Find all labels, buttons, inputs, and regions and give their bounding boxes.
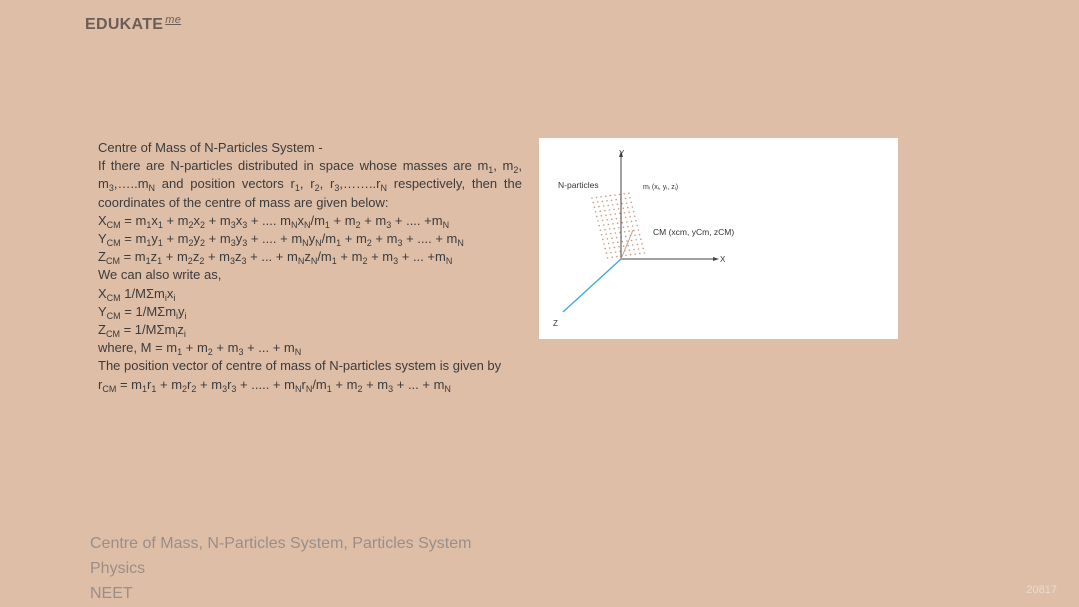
particle-dot <box>619 194 621 196</box>
particle-dot <box>610 233 612 235</box>
particle-dot <box>605 233 607 235</box>
particle-dot <box>621 222 623 224</box>
footer-exam: NEET <box>90 585 133 602</box>
particle-dot <box>611 237 613 239</box>
particle-dot <box>632 244 634 246</box>
particle-dot <box>632 225 634 227</box>
also-write-text: We can also write as, <box>98 267 222 283</box>
mi-label: mᵢ (xᵢ, yᵢ, zᵢ) <box>643 184 679 191</box>
particle-dot <box>604 229 606 231</box>
equation-zcm: $Z_{CM} = m_1z_1 + m_2z_2 + m_3z_3$ + ... + $m_Nz_N/m_1 + m_2 + m_3$ + ... $+m_N$ <box>98 249 453 267</box>
particle-dot <box>634 215 636 217</box>
particle-dot <box>618 227 620 229</box>
particle-dot <box>611 199 613 201</box>
particle-dot <box>613 228 615 230</box>
particle-dot <box>624 231 626 233</box>
particle-dot <box>634 253 636 255</box>
particle-dot <box>617 241 619 243</box>
particle-dot <box>603 243 605 245</box>
particle-dot <box>602 201 604 203</box>
heading: Centre of Mass of N-Particles System - <box>98 140 323 155</box>
particle-dot <box>631 240 633 242</box>
particle-dot <box>624 212 626 214</box>
equation-xcm-short: $X_{CM}$ $1/M\Sigma m_ix_i$ <box>98 285 176 303</box>
particle-dot <box>604 248 606 250</box>
intro-paragraph: If there are N-particles distributed in space whose masses are $m_1$, $m_2$, $m_3,\dots..m_N$ and position vectors $r_1$, $r_2$, $r_3,\dots\dots..r_N$ respectively, then the coordinates of the centre of mass are given below: <box>98 158 522 210</box>
particle-dot <box>602 220 604 222</box>
content-text <box>98 139 522 394</box>
particle-dot <box>605 214 607 216</box>
particle-dot <box>613 209 615 211</box>
particle-dot <box>612 223 614 225</box>
particle-dot <box>623 245 625 247</box>
particle-dot <box>596 216 598 218</box>
cm-label: CM (xcm, yCm, zCM) <box>653 227 735 237</box>
particle-dot <box>618 208 620 210</box>
particle-dot <box>611 218 613 220</box>
z-axis <box>563 259 621 312</box>
particle-dot <box>608 243 610 245</box>
particle-dot <box>627 245 629 247</box>
particle-dot <box>619 213 621 215</box>
particle-dot <box>632 206 634 208</box>
particle-dot <box>617 203 619 205</box>
particle-dot <box>592 202 594 204</box>
particle-dot <box>606 219 608 221</box>
particle-dot <box>637 244 639 246</box>
particle-dot <box>597 201 599 203</box>
particle-dot <box>642 248 644 250</box>
particle-dot <box>629 216 631 218</box>
particle-dot <box>626 202 628 204</box>
edukate-logo: EDUKATE $^{me}$ <box>85 14 182 33</box>
coordinate-diagram <box>539 138 898 339</box>
particle-dot <box>639 234 641 236</box>
particle-dot <box>625 217 627 219</box>
x-axis-arrow <box>713 257 719 261</box>
particle-dot <box>597 220 599 222</box>
particle-dot <box>623 193 625 195</box>
particle-dot <box>591 197 593 199</box>
particle-dot <box>641 243 643 245</box>
particle-dot <box>631 221 633 223</box>
particle-dot <box>644 252 646 254</box>
particle-dot <box>625 198 627 200</box>
particle-dot <box>614 194 616 196</box>
equation-ycm: $Y_{CM} = m_1y_1 + m_2y_2 + m_3y_3$ + .... + $m_Ny_N/m_1 + m_2 + m_3$ + .... + $m_N$ <box>98 231 464 249</box>
particle-dot <box>610 252 612 254</box>
particle-dot <box>607 238 609 240</box>
particle-dot <box>630 202 632 204</box>
particle-dot <box>629 249 631 251</box>
particle-dot <box>628 192 630 194</box>
x-axis-label: X <box>720 255 726 264</box>
particle-dot <box>635 239 637 241</box>
particle-dot <box>610 214 612 216</box>
particle-dot <box>612 242 614 244</box>
particle-dot <box>639 253 641 255</box>
particle-dot <box>605 195 607 197</box>
particle-dot <box>622 207 624 209</box>
particle-dot <box>640 238 642 240</box>
particle-dot <box>607 205 609 207</box>
particle-dot <box>622 241 624 243</box>
particle-dot <box>638 229 640 231</box>
axes-svg <box>539 138 898 339</box>
particle-dot <box>634 234 636 236</box>
particle-dot <box>607 257 609 259</box>
particle-dot <box>612 204 614 206</box>
particle-cloud <box>591 192 645 258</box>
equation-ycm-short: $Y_{CM} = 1/M\Sigma m_iy_i$ <box>98 303 187 321</box>
particle-dot <box>638 248 640 250</box>
particle-dot <box>600 229 602 231</box>
particle-dot <box>614 247 616 249</box>
particle-dot <box>614 213 616 215</box>
particle-dot <box>609 247 611 249</box>
particle-dot <box>629 197 631 199</box>
particle-dot <box>606 200 608 202</box>
particle-dot <box>626 221 628 223</box>
particle-dot <box>601 215 603 217</box>
particle-dot <box>633 249 635 251</box>
particle-dot <box>635 220 637 222</box>
particle-dot <box>615 251 617 253</box>
particle-dot <box>611 256 613 258</box>
equation-rcm: $r_{CM} = m_1r_1 + m_2r_2 + m_3r_3$ + ..... + $m_Nr_N/m_1 + m_2 + m_3$ + ... + $m_N$ <box>98 376 451 394</box>
particle-dot <box>596 197 598 199</box>
particle-dot <box>617 222 619 224</box>
page-number: 20817 <box>1026 584 1057 596</box>
particle-dot <box>625 255 627 257</box>
z-axis-label: Z <box>553 319 558 328</box>
particle-dot <box>625 236 627 238</box>
equation-zcm-short: $Z_{CM} = 1/M\Sigma m_iz_i$ <box>98 322 186 340</box>
particle-dot <box>604 210 606 212</box>
particle-dot <box>606 252 608 254</box>
particle-dot <box>603 205 605 207</box>
particle-dot <box>615 232 617 234</box>
particle-dot <box>599 210 601 212</box>
particle-dot <box>610 195 612 197</box>
particle-dot <box>627 226 629 228</box>
footer-topics: Centre of Mass, N-Particles System, Particles System <box>90 535 472 552</box>
particle-dot <box>627 207 629 209</box>
particle-dot <box>608 224 610 226</box>
particle-dot <box>595 211 597 213</box>
equation-xcm: $X_{CM} = m_1x_1 + m_2x_2 + m_3x_3$ + .... $m_Nx_N/m_1 + m_2 + m_3$ + .... $+m_N$ <box>98 212 450 230</box>
n-particles-label: N-particles <box>558 180 599 190</box>
particle-dot <box>603 224 605 226</box>
footer-subject: Physics <box>90 560 146 577</box>
particle-dot <box>602 239 604 241</box>
particle-dot <box>616 218 618 220</box>
y-axis-label: Y <box>619 149 625 158</box>
position-vector-text: The position vector of centre of mass of N-particles system is given by <box>98 358 502 374</box>
particle-dot <box>615 199 617 201</box>
particle-dot <box>628 230 630 232</box>
particle-dot <box>601 234 603 236</box>
equation-total-mass: where, $M = m_1 + m_2 + m_3$ + ... + $m_N$ <box>98 340 302 358</box>
particle-dot <box>628 211 630 213</box>
particle-dot <box>618 246 620 248</box>
particle-dot <box>626 240 628 242</box>
particle-dot <box>633 211 635 213</box>
particle-dot <box>609 209 611 211</box>
particle-dot <box>598 206 600 208</box>
particle-dot <box>636 225 638 227</box>
particle-dot <box>609 228 611 230</box>
particle-dot <box>630 254 632 256</box>
particle-dot <box>594 206 596 208</box>
particle-dot <box>616 237 618 239</box>
particle-dot <box>623 226 625 228</box>
particle-dot <box>616 256 618 258</box>
particle-dot <box>598 225 600 227</box>
particle-dot <box>600 196 602 198</box>
